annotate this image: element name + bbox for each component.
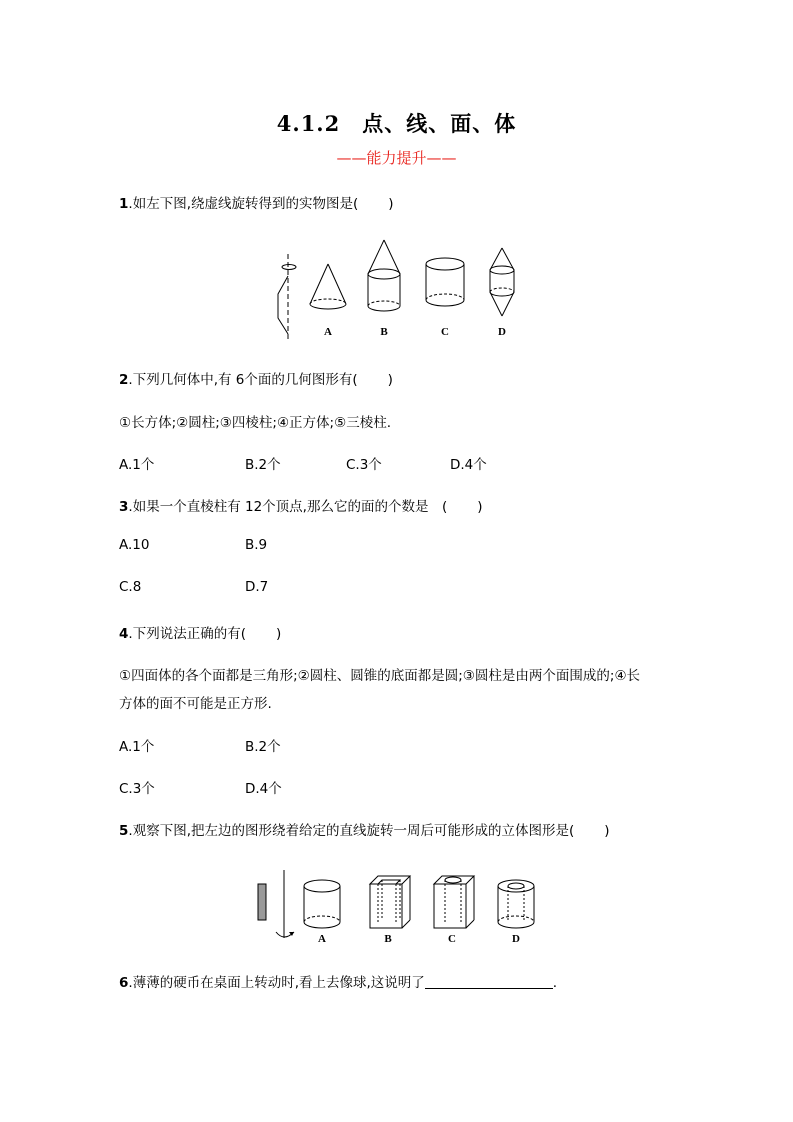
question-text: .如左下图,绕虚线旋转得到的实物图是( — [128, 196, 359, 212]
question-end: . — [552, 975, 558, 991]
paren-close: ) — [275, 626, 282, 642]
option-d-double-cone — [490, 248, 514, 316]
question-text: .薄薄的硬币在桌面上转动时,看上去像球,这说明了 — [128, 975, 425, 991]
paren-close: ) — [387, 372, 393, 388]
option-a-cylinder — [304, 880, 340, 928]
question-4-items-line2: 方体的面不可能是正方形. — [119, 696, 272, 712]
question-4-items-line1: ①四面体的各个面都是三角形;②圆柱、圆锥的底面都是圆;③圆柱是由两个面围成的;④长 — [119, 668, 641, 684]
answer-blank[interactable] — [425, 976, 553, 989]
label-a: A — [324, 326, 332, 338]
label-b: B — [384, 933, 392, 945]
rotation-figure — [258, 870, 294, 938]
question-number: 4 — [119, 626, 129, 642]
section-subtitle: ——能力提升—— — [336, 149, 457, 167]
question-5 — [119, 819, 610, 839]
option-c-box-cylinder — [434, 876, 474, 928]
paren-close: ) — [477, 499, 483, 515]
question-number: 2 — [119, 372, 129, 388]
question-2-items: ①长方体;②圆柱;③四棱柱;④正方体;⑤三棱柱. — [119, 415, 391, 431]
option-b-cone-cylinder — [368, 240, 400, 311]
label-c: C — [448, 933, 456, 945]
option-b: B.9 — [245, 537, 268, 553]
option-b: B.2个 — [245, 739, 281, 755]
option-c: C.8 — [119, 579, 142, 595]
question-number: 1 — [119, 196, 129, 212]
question-text: .下列说法正确的有( — [128, 626, 246, 642]
option-a: A.1个 — [119, 739, 155, 755]
option-d: D.7 — [245, 579, 269, 595]
option-c: C.3个 — [119, 781, 155, 797]
question-3 — [119, 495, 483, 515]
paren-close: ) — [388, 196, 394, 212]
label-d: D — [498, 326, 506, 338]
question-text: .如果一个直棱柱有 12个顶点,那么它的面的个数是 ( — [128, 499, 448, 515]
label-d: D — [512, 933, 520, 945]
question-text: .观察下图,把左边的图形绕着给定的直线旋转一周后可能形成的立体图形是( — [128, 823, 575, 839]
question-text: .下列几何体中,有 6个面的几何图形有( — [128, 372, 358, 388]
option-a: A.10 — [119, 537, 150, 553]
question-1-figure — [270, 236, 530, 342]
option-b-box — [370, 876, 410, 928]
label-a: A — [318, 933, 326, 945]
question-2 — [119, 368, 393, 388]
option-d-hollow-cylinder — [498, 880, 534, 928]
label-b: B — [380, 326, 388, 338]
question-6 — [119, 971, 557, 991]
question-number: 3 — [119, 499, 129, 515]
question-5-figure — [254, 864, 544, 946]
question-4 — [119, 622, 281, 642]
option-d: D.4个 — [245, 781, 282, 797]
option-c-cylinder — [426, 258, 464, 306]
paren-close: ) — [604, 823, 610, 839]
question-number: 6 — [119, 975, 129, 991]
option-d: D.4个 — [450, 457, 487, 473]
option-a: A.1个 — [119, 457, 155, 473]
question-1 — [119, 192, 394, 212]
option-c: C.3个 — [346, 457, 382, 473]
option-a-cone — [310, 264, 346, 309]
page-title: 4.1.2 点、线、面、体 — [276, 111, 517, 136]
option-b: B.2个 — [245, 457, 281, 473]
rotation-axis-figure — [278, 254, 296, 340]
label-c: C — [441, 326, 449, 338]
question-number: 5 — [119, 823, 129, 839]
